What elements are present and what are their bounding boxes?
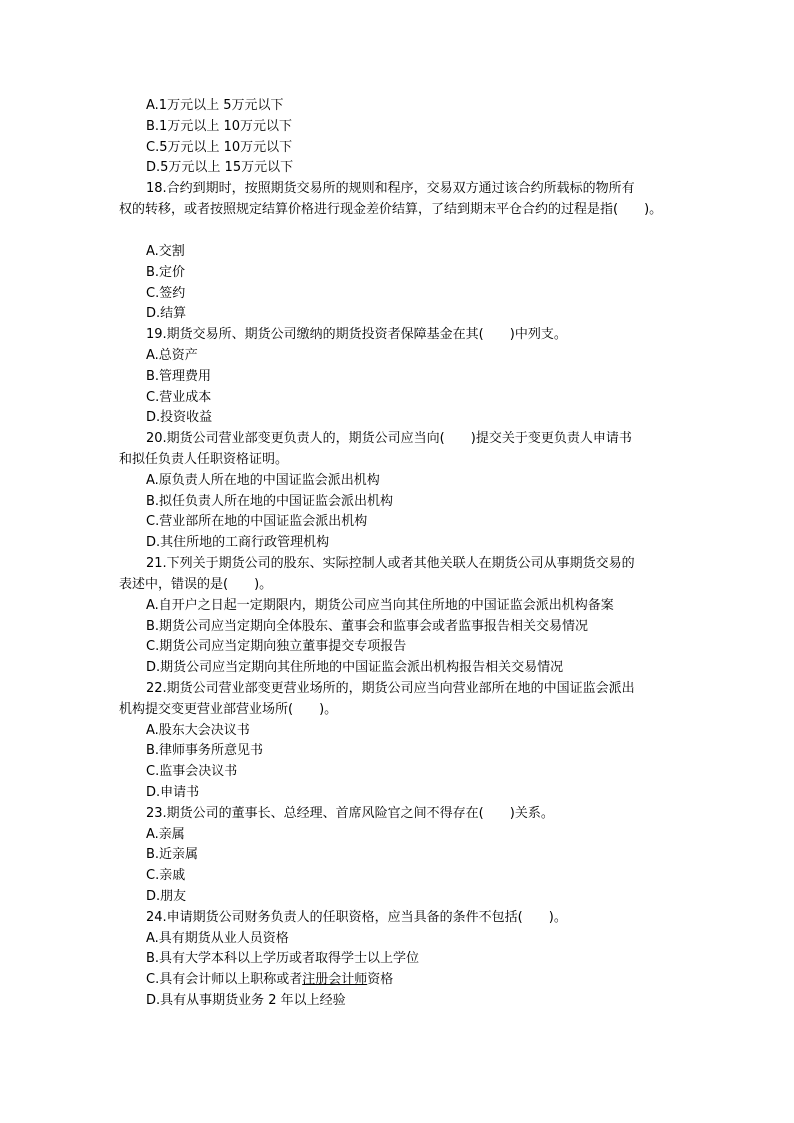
q18-question-line1: 18.合约到期时，按照期货交易所的规则和程序，交易双方通过该合约所载标的物所有 xyxy=(146,181,635,196)
q23-option-d: D.朋友 xyxy=(146,889,187,904)
q23-option-c: C.亲戚 xyxy=(146,868,186,883)
q22-option-b: B.律师事务所意见书 xyxy=(146,743,264,758)
cpa-link[interactable]: 注册会计师 xyxy=(302,972,368,987)
q22-option-a: A.股东大会决议书 xyxy=(146,723,250,738)
q24-option-c-text-after: 资格 xyxy=(367,972,394,987)
q17-option-d: D.5万元以上 15万元以下 xyxy=(146,160,294,175)
q21-option-a: A.自开户之日起一定期限内，期货公司应当向其住所地的中国证监会派出机构备案 xyxy=(146,598,614,613)
q22-question-line1: 22.期货公司营业部变更营业场所的，期货公司应当向营业部所在地的中国证监会派出 xyxy=(146,681,635,696)
q18-option-b: B.定价 xyxy=(146,265,186,280)
q20-option-a: A.原负责人所在地的中国证监会派出机构 xyxy=(146,473,380,488)
q23-question-line1: 23.期货公司的董事长、总经理、首席风险官之间不得存在( )关系。 xyxy=(146,806,554,821)
q18-option-a: A.交割 xyxy=(146,244,185,259)
q22-option-d: D.申请书 xyxy=(146,785,200,800)
q24-option-a: A.具有期货从业人员资格 xyxy=(146,931,289,946)
q20-question-line1: 20.期货公司营业部变更负责人的，期货公司应当向( )提交关于变更负责人申请书 xyxy=(146,431,632,446)
q17-option-b: B.1万元以上 10万元以下 xyxy=(146,119,292,134)
q22-option-c: C.监事会决议书 xyxy=(146,764,238,779)
q19-option-a: A.总资产 xyxy=(146,348,198,363)
q19-option-d: D.投资收益 xyxy=(146,410,213,425)
q20-question-line2: 和拟任负责人任职资格证明。 xyxy=(119,452,289,467)
q20-option-b: B.拟任负责人所在地的中国证监会派出机构 xyxy=(146,494,394,509)
q18-question-line2: 权的转移，或者按照规定结算价格进行现金差价结算，了结到期末平仓合约的过程是指( )。 xyxy=(119,202,663,217)
q17-option-a: A.1万元以上 5万元以下 xyxy=(146,98,284,113)
q19-question-line1: 19.期货交易所、期货公司缴纳的期货投资者保障基金在其( )中列支。 xyxy=(146,327,567,342)
q22-question-line2: 机构提交变更营业部营业场所( )。 xyxy=(119,702,338,717)
q23-option-a: A.亲属 xyxy=(146,827,185,842)
q24-option-c-text-before: C.具有会计师以上职称或者 xyxy=(146,972,303,987)
q19-option-c: C.营业成本 xyxy=(146,390,212,405)
q21-option-b: B.期货公司应当定期向全体股东、董事会和监事会或者监事报告相关交易情况 xyxy=(146,619,589,634)
q24-option-b: B.具有大学本科以上学历或者取得学士以上学位 xyxy=(146,951,420,966)
q21-question-line2: 表述中，错误的是( )。 xyxy=(119,577,273,592)
q21-option-c: C.期货公司应当定期向独立董事提交专项报告 xyxy=(146,639,407,654)
q21-question-line1: 21.下列关于期货公司的股东、实际控制人或者其他关联人在期货公司从事期货交易的 xyxy=(146,556,635,571)
q23-option-b: B.近亲属 xyxy=(146,847,199,862)
q18-option-d: D.结算 xyxy=(146,306,187,321)
q24-option-d: D.具有从事期货业务 2 年以上经验 xyxy=(146,993,346,1008)
q19-option-b: B.管理费用 xyxy=(146,369,212,384)
q24-question-line1: 24.申请期货公司财务负责人的任职资格，应当具备的条件不包括( )。 xyxy=(146,910,567,925)
q18-option-c: C.签约 xyxy=(146,286,186,301)
q20-option-d: D.其住所地的工商行政管理机构 xyxy=(146,535,330,550)
q21-option-d: D.期货公司应当定期向其住所地的中国证监会派出机构报告相关交易情况 xyxy=(146,660,564,675)
q24-option-c xyxy=(146,970,393,990)
q17-option-c: C.5万元以上 10万元以下 xyxy=(146,140,293,155)
q20-option-c: C.营业部所在地的中国证监会派出机构 xyxy=(146,514,368,529)
